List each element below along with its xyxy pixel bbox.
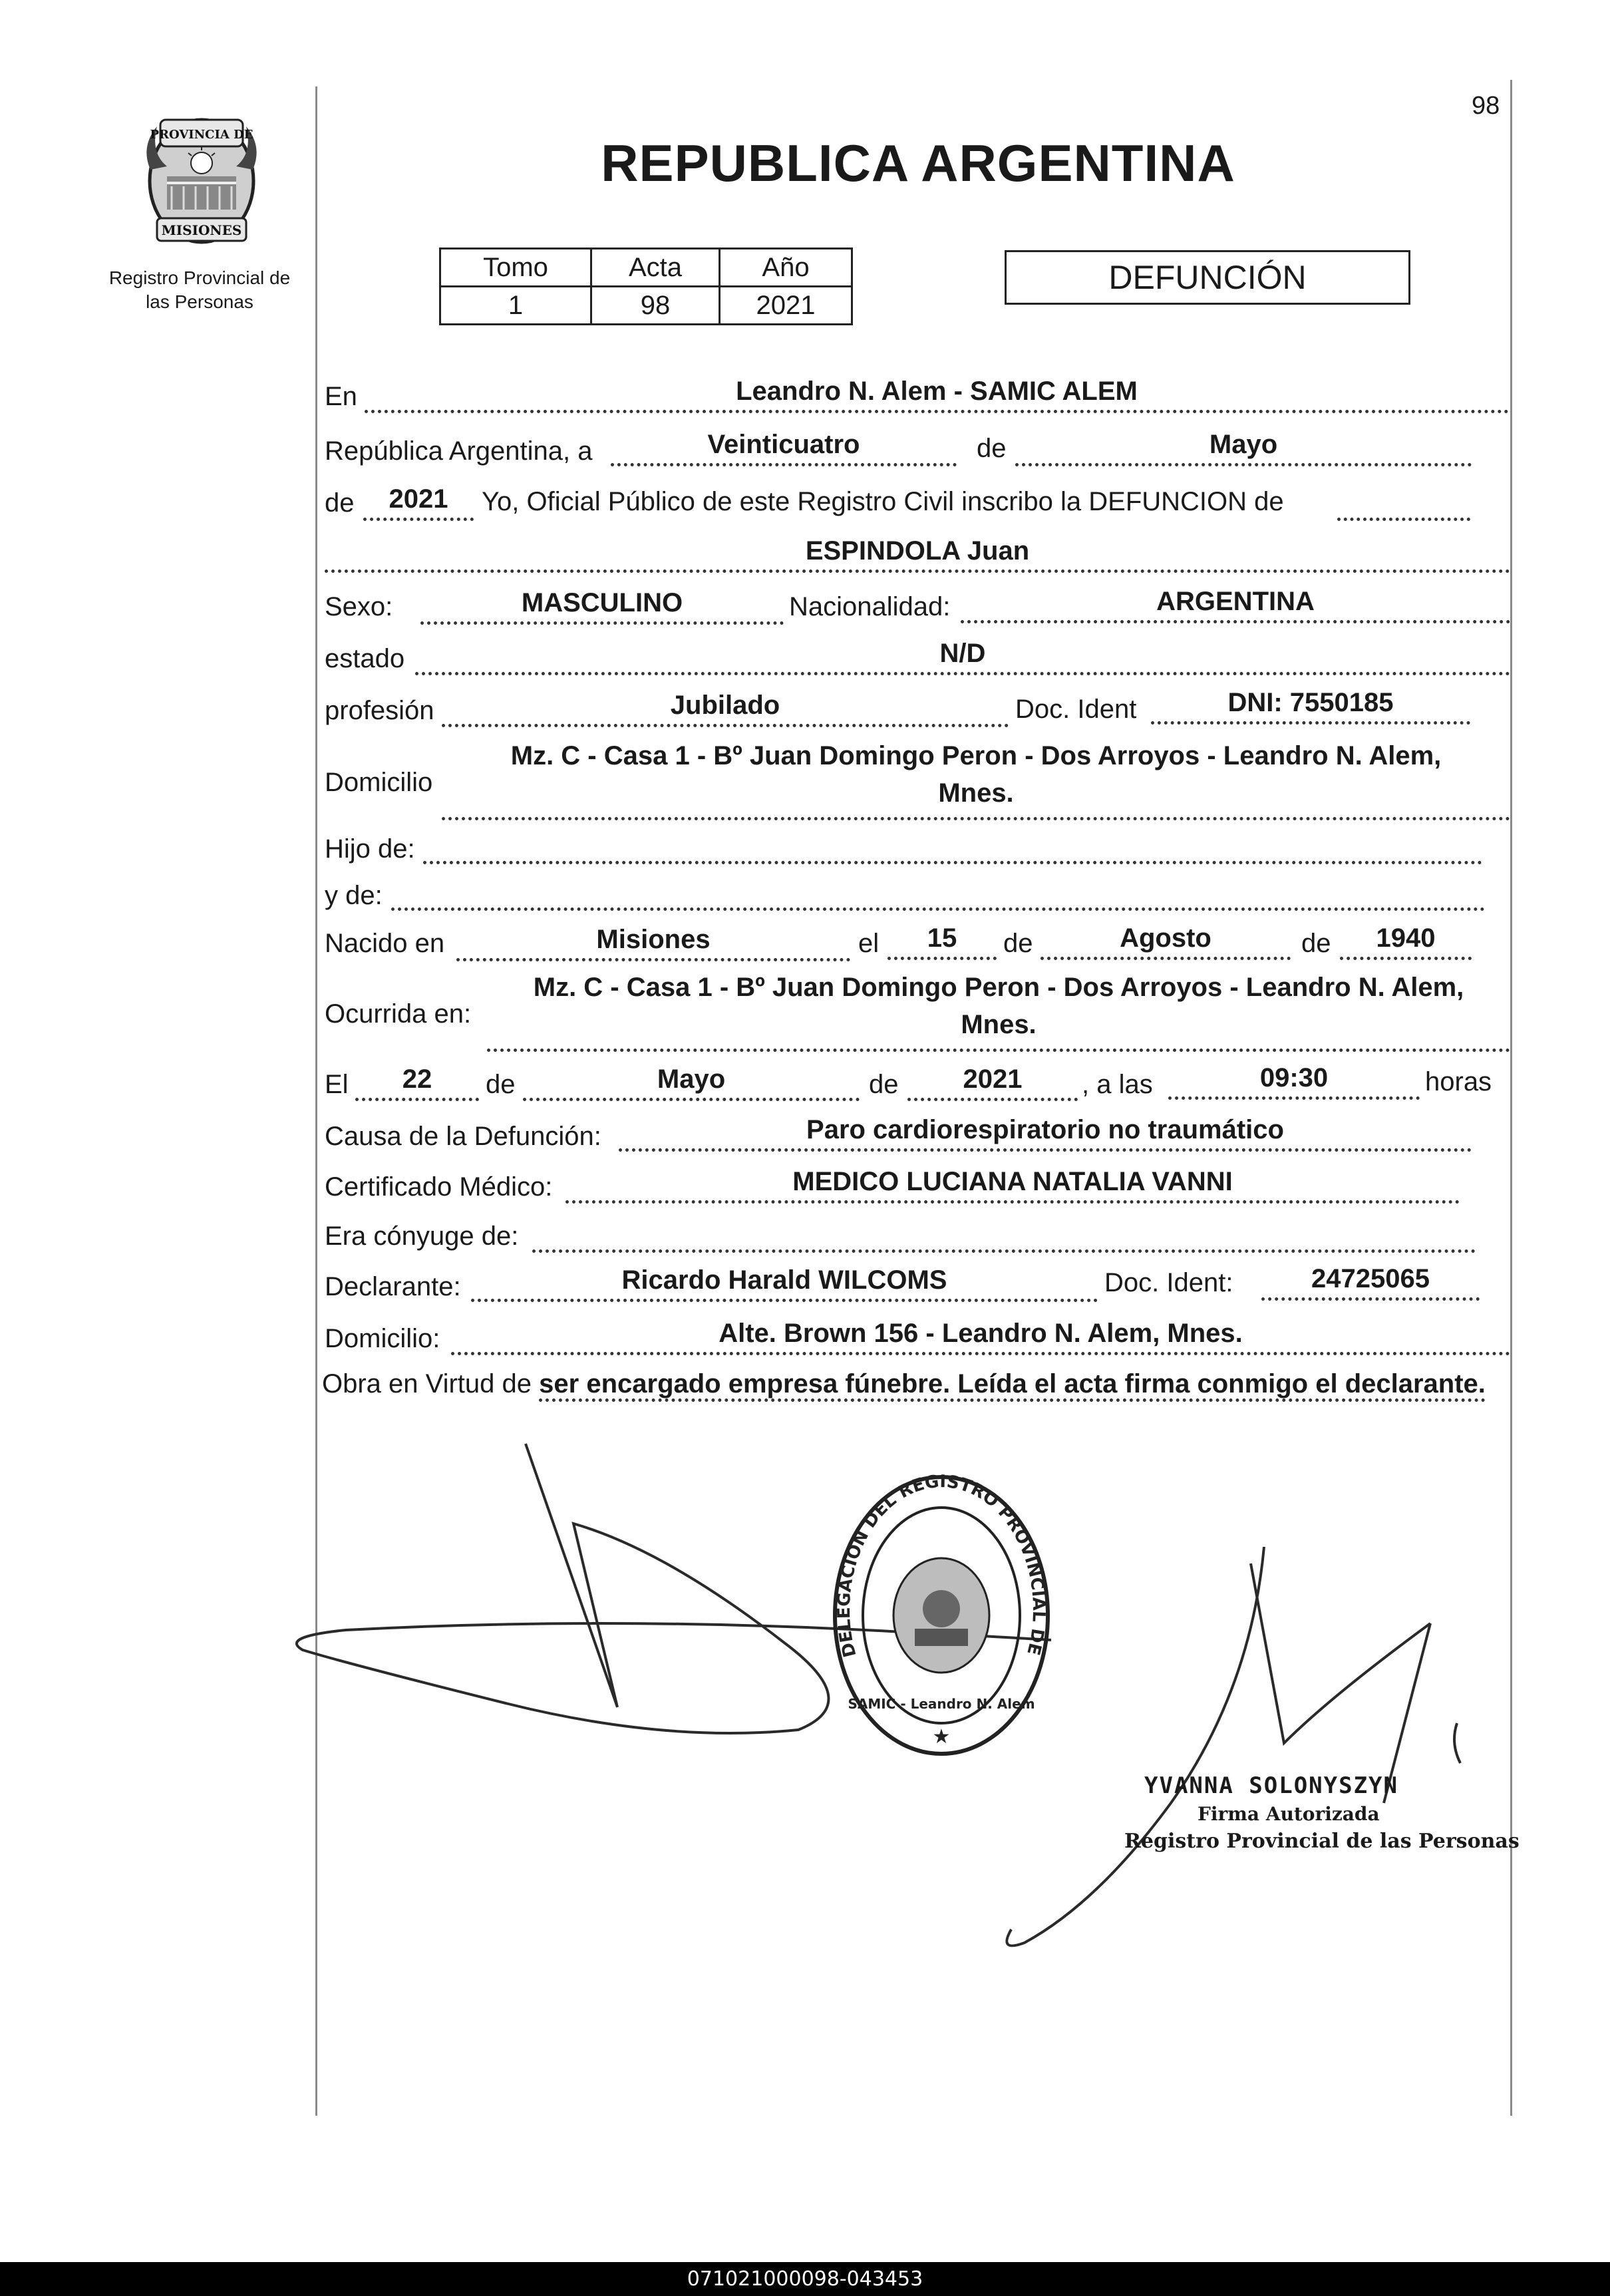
- de-label-5: de: [486, 1070, 516, 1099]
- page-number: 98: [1472, 92, 1500, 120]
- domicilio-2-label: Domicilio:: [325, 1324, 440, 1353]
- conyuge-label: Era cónyuge de:: [325, 1222, 519, 1251]
- estado-label: estado: [325, 644, 405, 673]
- doc-ident-label: Doc. Ident: [1015, 695, 1137, 724]
- profesion-field: Jubilado: [442, 687, 1009, 727]
- doc-ident-2-label: Doc. Ident:: [1104, 1268, 1233, 1297]
- page-title: REPUBLICA ARGENTINA: [601, 134, 1235, 192]
- tomo-header: Tomo: [440, 249, 591, 287]
- fall-hora-field: 09:30: [1168, 1059, 1420, 1100]
- obra-field: ser encargado empresa fúnebre. Leída el acta firma conmigo el declarante.: [539, 1369, 1486, 1402]
- doc-ident-2-field: 24725065: [1261, 1260, 1480, 1301]
- de-label-6: de: [869, 1070, 899, 1099]
- nacionalidad-field: ARGENTINA: [961, 583, 1510, 623]
- ocurrida-line-2: Mnes.: [961, 1010, 1037, 1039]
- authorized-official-org: Registro Provincial de las Personas: [1124, 1830, 1520, 1853]
- emblem-top-text: PROVINCIA DE: [150, 128, 253, 142]
- fall-anio-field: 2021: [907, 1061, 1078, 1101]
- domicilio-line-1: Mz. C - Casa 1 - Bº Juan Domingo Peron - Dos Arroyos - Leandro N. Alem,: [510, 741, 1442, 770]
- authorized-official-role: Firma Autorizada: [1198, 1803, 1380, 1825]
- certificado-field: MEDICO LUCIANA NATALIA VANNI: [565, 1163, 1460, 1204]
- ocurrida-line-1: Mz. C - Casa 1 - Bº Juan Domingo Peron - Dos Arroyos - Leandro N. Alem,: [533, 973, 1464, 1002]
- causa-field: Paro cardiorespiratorio no traumático: [619, 1111, 1472, 1152]
- nombre-field: ESPINDOLA Juan: [325, 532, 1510, 573]
- nacido-lugar-field: Misiones: [456, 921, 850, 961]
- acta-header: Acta: [591, 249, 720, 287]
- horas-label: horas: [1425, 1067, 1492, 1096]
- fall-mes-field: Mayo: [523, 1061, 860, 1101]
- de-label-4: de: [1301, 929, 1331, 958]
- anio-value: 2021: [720, 287, 852, 325]
- tomo-value: 1: [440, 287, 591, 325]
- yde-label: y de:: [325, 881, 383, 910]
- official-signature: [1007, 1547, 1460, 1946]
- declarante-field: Ricardo Harald WILCOMS: [471, 1261, 1098, 1302]
- stamp-inner-text: SAMIC - Leandro N. Alem: [848, 1696, 1035, 1712]
- de-label-3: de: [1003, 929, 1033, 958]
- dia-field: Veinticuatro: [611, 426, 957, 466]
- certificado-label: Certificado Médico:: [325, 1172, 553, 1202]
- domicilio-line-2: Mnes.: [938, 778, 1014, 808]
- causa-label: Causa de la Defunción:: [325, 1122, 601, 1151]
- nacionalidad-label: Nacionalidad:: [789, 592, 951, 621]
- inscribe-text: Yo, Oficial Público de este Registro Civil inscribo la DEFUNCION de: [482, 487, 1284, 516]
- fall-dia-field: 22: [355, 1061, 479, 1101]
- stamp-outer-text: DELEGACION DEL REGISTRO PROVINCIAL DE: [834, 1471, 1049, 1659]
- footer-barcode-text: 071021000098-043453: [0, 2262, 1610, 2296]
- registry-line-2: las Personas: [146, 291, 253, 312]
- acta-value: 98: [591, 287, 720, 325]
- emblem-bottom-text: MISIONES: [161, 222, 242, 238]
- authorized-official-name: YVANNA SOLONYSZYN: [1144, 1772, 1398, 1799]
- sexo-label: Sexo:: [325, 592, 393, 621]
- record-type-box: DEFUNCIÓN: [1005, 250, 1410, 305]
- delegation-stamp: [834, 1472, 1048, 1754]
- nacido-dia-field: 15: [887, 919, 997, 960]
- el-label-2: El: [325, 1070, 349, 1099]
- hijo-label: Hijo de:: [325, 834, 415, 864]
- estado-field: N/D: [415, 635, 1510, 675]
- registry-line-1: Registro Provincial de: [108, 267, 291, 288]
- republica-label: República Argentina, a: [325, 436, 593, 466]
- sexo-field: MASCULINO: [420, 584, 784, 625]
- doc-ident-field: DNI: 7550185: [1151, 684, 1470, 725]
- domicilio-2-field: Alte. Brown 156 - Leandro N. Alem, Mnes.: [451, 1315, 1510, 1355]
- svg-text:★: ★: [932, 1726, 951, 1748]
- en-label: En: [325, 382, 357, 411]
- nacido-mes-field: Agosto: [1041, 919, 1291, 960]
- mes-field: Mayo: [1015, 426, 1472, 466]
- anio-header: Año: [720, 249, 852, 287]
- declarante-label: Declarante:: [325, 1272, 461, 1301]
- profesion-label: profesión: [325, 696, 434, 725]
- ocurrida-label: Ocurrida en:: [325, 999, 472, 1029]
- de-label-1: de: [977, 434, 1007, 463]
- alas-label: , a las: [1082, 1070, 1153, 1099]
- nacido-anio-field: 1940: [1340, 919, 1472, 960]
- domicilio-label: Domicilio: [325, 768, 433, 797]
- obra-label: Obra en Virtud de: [322, 1369, 532, 1398]
- el-label: el: [858, 929, 880, 958]
- nacido-label: Nacido en: [325, 929, 445, 958]
- anio-field: 2021: [363, 480, 474, 521]
- de-label-2: de: [325, 488, 355, 518]
- en-field: Leandro N. Alem - SAMIC ALEM: [365, 373, 1509, 413]
